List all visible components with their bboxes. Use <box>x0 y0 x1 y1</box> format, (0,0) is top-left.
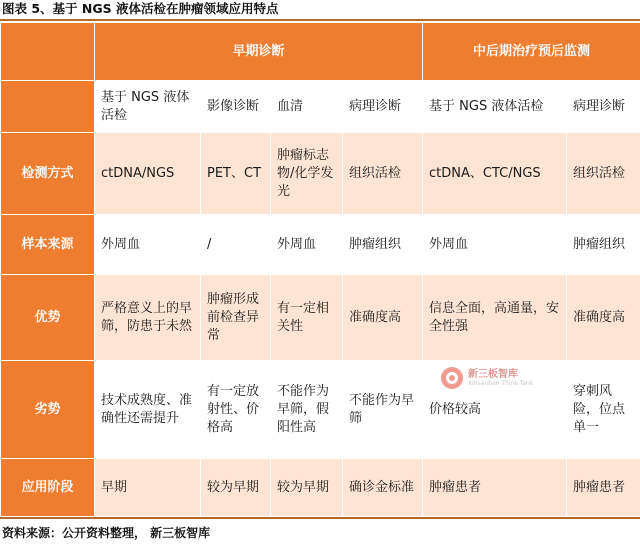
table-cell: 确诊金标准 <box>343 459 423 517</box>
table-cell: 肿瘤形成前检查异常 <box>201 275 271 361</box>
table-cell: ctDNA/NGS <box>95 133 201 215</box>
table-cell: 不能作为早筛 <box>343 361 423 459</box>
subheader-imaging: 影像诊断 <box>201 81 271 133</box>
table-cell: 技术成熟度、准确性还需提升 <box>95 361 201 459</box>
watermark-subtitle: Xinsanban Think Tank <box>468 380 534 387</box>
bottom-rule <box>0 517 640 519</box>
row-label-advantage: 优势 <box>1 275 95 361</box>
table-cell: 组织活检 <box>567 133 640 215</box>
table-cell: 准确度高 <box>567 275 640 361</box>
group-header-late: 中后期治疗预后监测 <box>423 23 640 81</box>
table-cell: 外周血 <box>95 215 201 275</box>
table-cell: 肿瘤患者 <box>567 459 640 517</box>
table-cell: 准确度高 <box>343 275 423 361</box>
row-label-disadvantage: 劣势 <box>1 361 95 459</box>
subheader-pathology-early: 病理诊断 <box>343 81 423 133</box>
table-cell: 较为早期 <box>271 459 343 517</box>
header-corner <box>1 23 95 81</box>
subheader-pathology-late: 病理诊断 <box>567 81 640 133</box>
comparison-table <box>0 22 640 517</box>
table-cell: 外周血 <box>271 215 343 275</box>
group-header-early: 早期诊断 <box>95 23 423 81</box>
row-label-stage: 应用阶段 <box>1 459 95 517</box>
table-cell: / <box>201 215 271 275</box>
table-cell: 有一定放射性、价格高 <box>201 361 271 459</box>
row-label-method: 检测方式 <box>1 133 95 215</box>
table-cell: 外周血 <box>423 215 567 275</box>
table-cell: 肿瘤组织 <box>343 215 423 275</box>
figure-caption: 图表 5、基于 NGS 液体活检在肿瘤领域应用特点 <box>2 1 279 16</box>
table-cell: 肿瘤患者 <box>423 459 567 517</box>
table-cell: ctDNA、CTC/NGS <box>423 133 567 215</box>
table-cell: 严格意义上的早筛，防患于未然 <box>95 275 201 361</box>
row-label-sample: 样本来源 <box>1 215 95 275</box>
table-cell: 价格较高 <box>423 361 567 459</box>
table-cell: 不能作为早筛，假阳性高 <box>271 361 343 459</box>
watermark-name: 新三板智库 <box>468 369 518 380</box>
subheader-serum: 血清 <box>271 81 343 133</box>
table-cell: 穿刺风险，位点单一 <box>567 361 640 459</box>
table-cell: 组织活检 <box>343 133 423 215</box>
table-cell: 信息全面，高通量，安全性强 <box>423 275 567 361</box>
table-cell: 肿瘤组织 <box>567 215 640 275</box>
subheader-corner <box>1 81 95 133</box>
table-cell: 有一定相关性 <box>271 275 343 361</box>
table-cell: 较为早期 <box>201 459 271 517</box>
table-cell: PET、CT <box>201 133 271 215</box>
source-note: 资料来源：公开资料整理， 新三板智库 <box>2 526 211 540</box>
table-cell: 早期 <box>95 459 201 517</box>
table-cell: 肿瘤标志物/化学发光 <box>271 133 343 215</box>
subheader-ngs-early: 基于 NGS 液体活检 <box>95 81 201 133</box>
top-rule <box>0 19 640 21</box>
subheader-ngs-late: 基于 NGS 液体活检 <box>423 81 567 133</box>
